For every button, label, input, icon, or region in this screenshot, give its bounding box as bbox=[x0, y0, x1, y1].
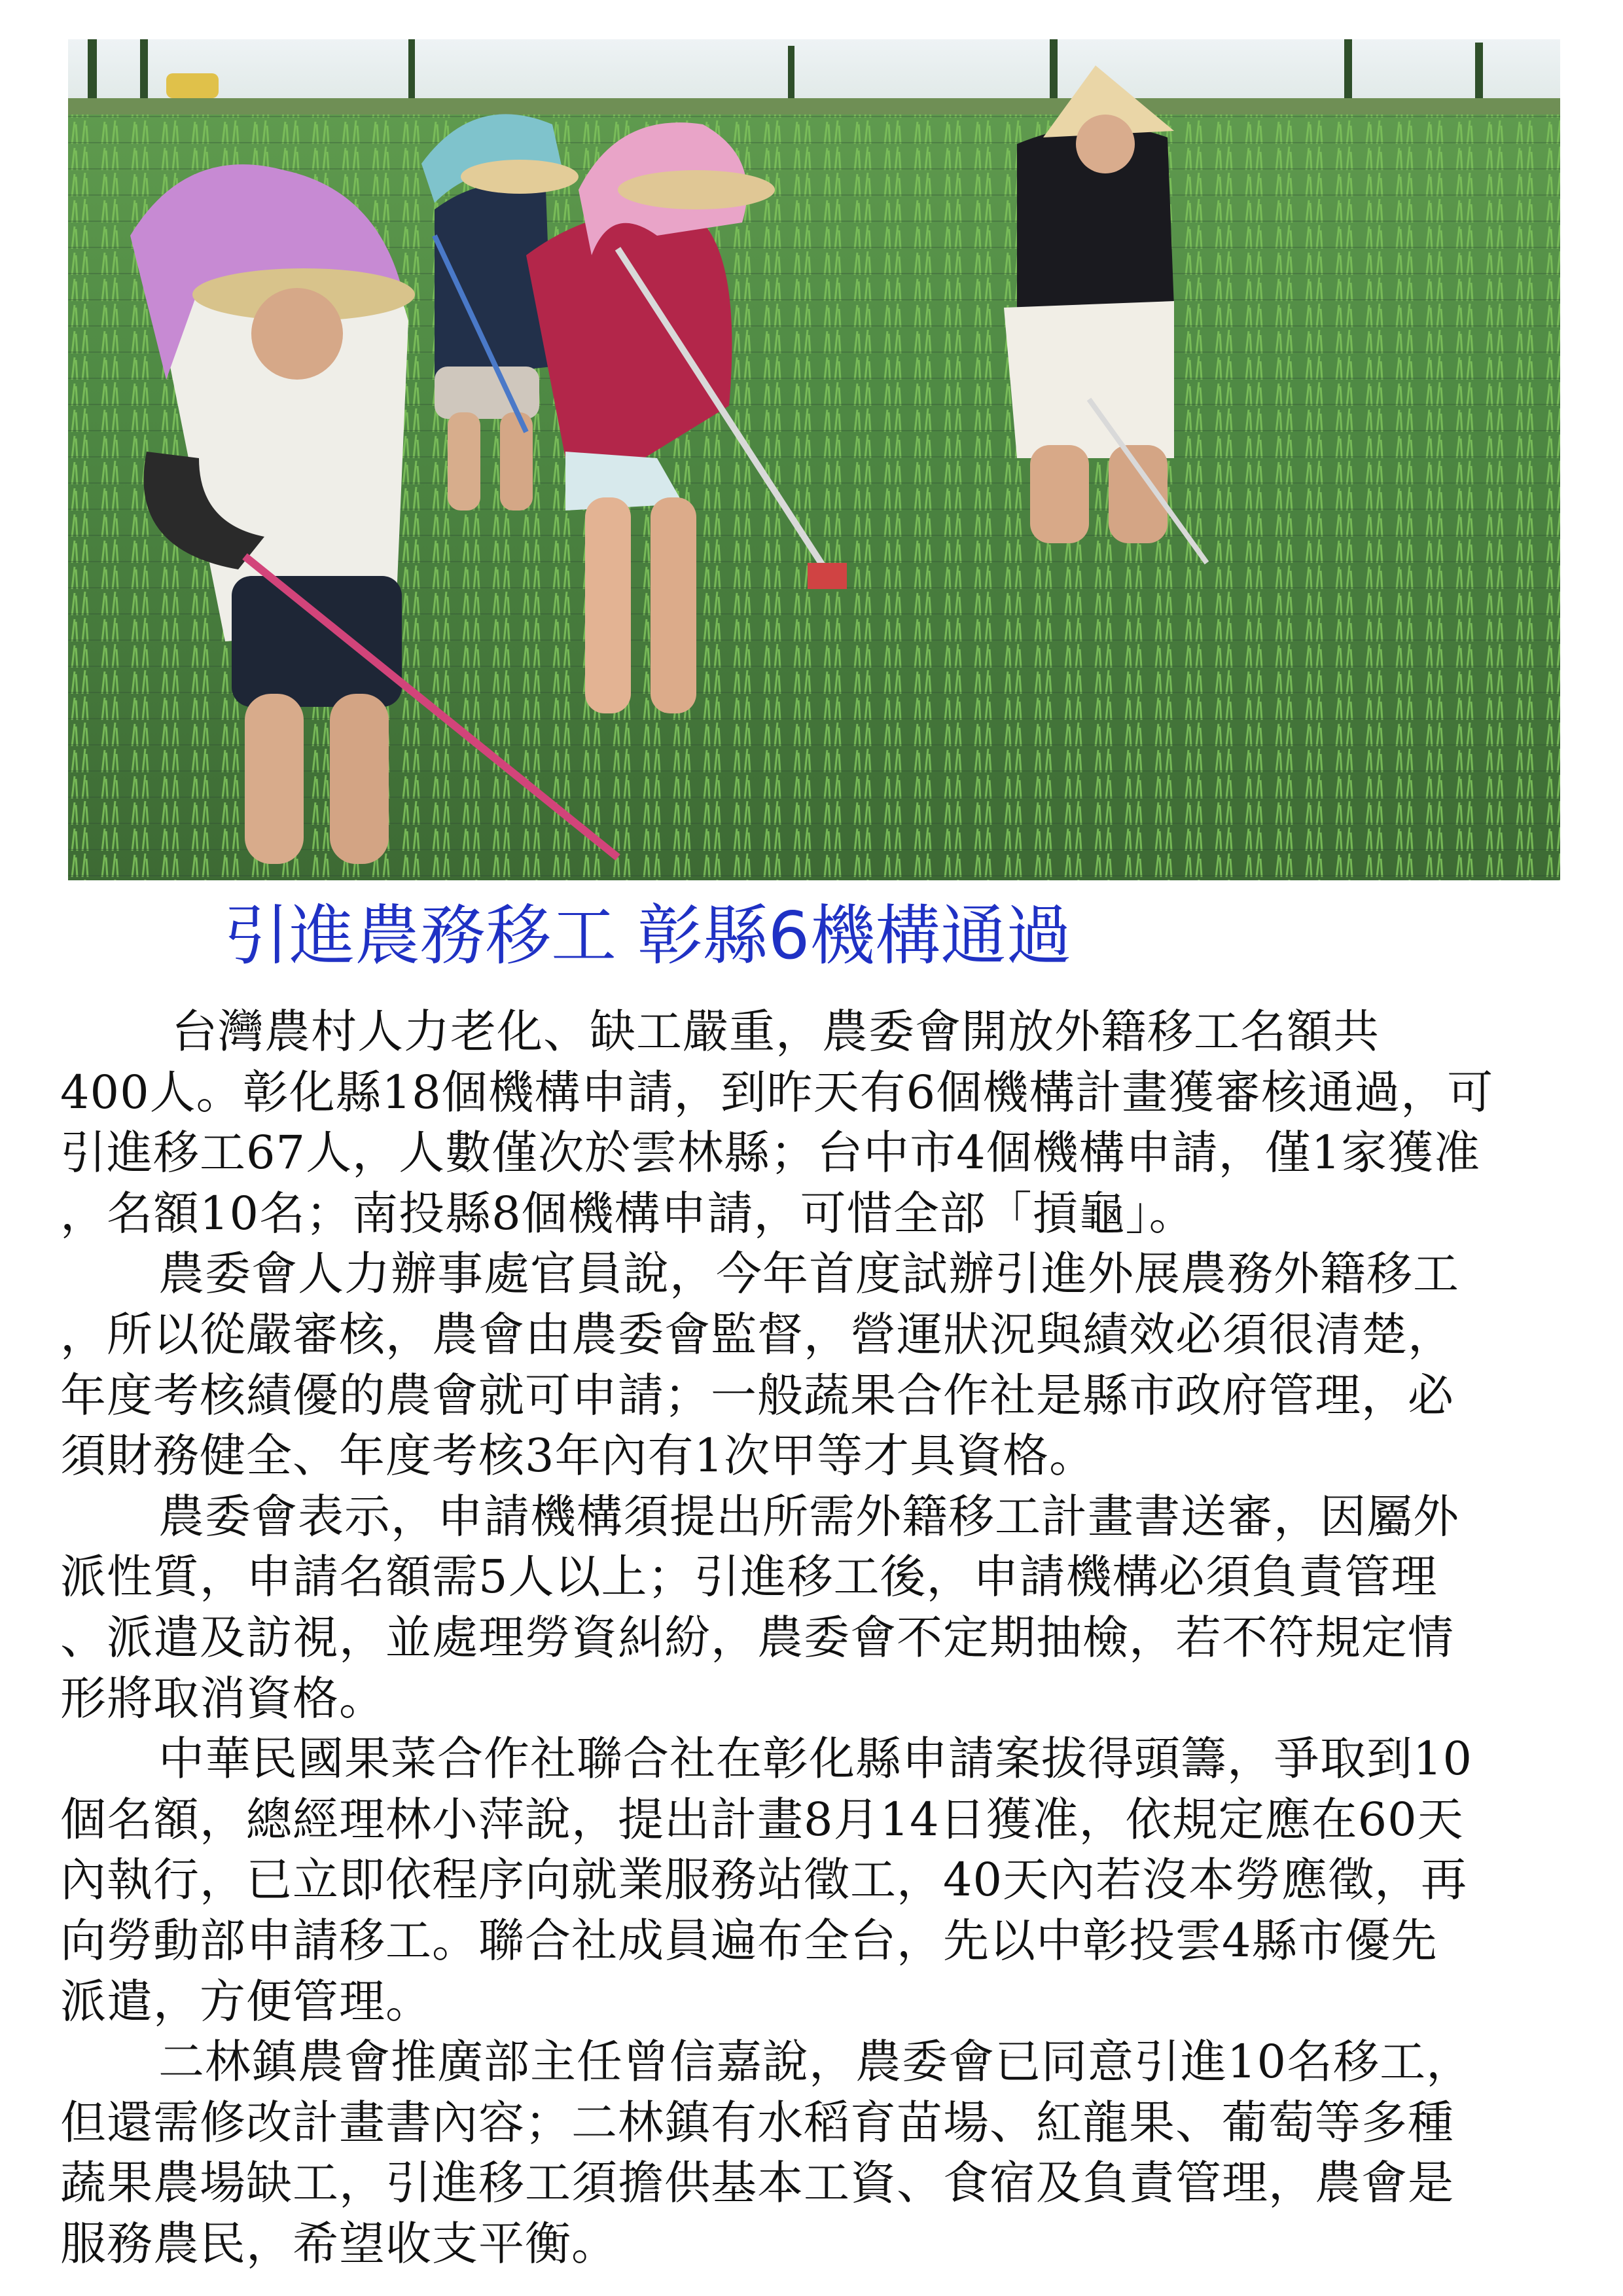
paragraph-line: 、派遣及訪視，並處理勞資糾紛，農委會不定期抽檢，若不符規定情 bbox=[60, 1610, 1454, 1664]
paragraph-line: 但還需修改計畫書內容；二林鎮有水稻育苗場、紅龍果、葡萄等多種 bbox=[60, 2095, 1454, 2149]
paragraph-line: ，所以從嚴審核，農會由農委會監督，營運狀況與績效必須很清楚， bbox=[60, 1307, 1454, 1361]
paragraph-line: 農委會表示，申請機構須提出所需外籍移工計畫書送審，因屬外 bbox=[158, 1489, 1459, 1543]
article-body bbox=[60, 1001, 1565, 2274]
paragraph-line: 須財務健全、年度考核3年內有1次甲等才具資格。 bbox=[60, 1429, 1096, 1483]
rice-paddy-photo bbox=[68, 39, 1560, 880]
paragraph bbox=[60, 1486, 1565, 1729]
paragraph-line: 派性質，申請名額需5人以上；引進移工後，申請機構必須負責管理 bbox=[60, 1550, 1438, 1604]
paragraph-line: 蔬果農場缺工，引進移工須擔供基本工資、食宿及負責管理，農會是 bbox=[60, 2156, 1454, 2210]
paragraph bbox=[60, 1001, 1565, 1244]
paragraph-line: 向勞動部申請移工。聯合社成員遍布全台，先以中彰投雲4縣市優先 bbox=[60, 1913, 1438, 1967]
paragraph-line: 二林鎮農會推廣部主任曾信嘉說，農委會已同意引進10名移工， bbox=[158, 2035, 1473, 2089]
paragraph-line: 台灣農村人力老化、缺工嚴重，農委會開放外籍移工名額共 bbox=[171, 1005, 1380, 1058]
paragraph-line: 中華民國果菜合作社聯合社在彰化縣申請案拔得頭籌，爭取到10 bbox=[158, 1732, 1473, 1786]
paragraph-line: 派遣，方便管理。 bbox=[60, 1974, 432, 2028]
paragraph bbox=[60, 1244, 1565, 1486]
paragraph bbox=[60, 1729, 1565, 2032]
paragraph-line: 內執行，已立即依程序向就業服務站徵工，40天內若沒本勞應徵，再 bbox=[60, 1853, 1468, 1907]
paragraph bbox=[60, 2032, 1565, 2274]
paragraph-line: 形將取消資格。 bbox=[60, 1671, 385, 1725]
paragraph-line: ，名額10名；南投縣8個機構申請，可惜全部「摃龜」。 bbox=[60, 1186, 1196, 1240]
paragraph-line: 年度考核績優的農會就可申請；一般蔬果合作社是縣市政府管理，必 bbox=[60, 1368, 1454, 1422]
paragraph-line: 個名額，總經理林小萍說，提出計畫8月14日獲准，依規定應在60天 bbox=[60, 1792, 1464, 1846]
paragraph-line: 農委會人力辦事處官員說，今年首度試辦引進外展農務外籍移工 bbox=[158, 1247, 1459, 1301]
paragraph-line: 400人。彰化縣18個機構申請，到昨天有6個機構計畫獲審核通過，可 bbox=[60, 1065, 1494, 1119]
headline: 引進農務移工 彰縣6機構通過 bbox=[224, 897, 1072, 974]
news-photo bbox=[68, 39, 1560, 880]
paragraph-line: 引進移工67人，人數僅次於雲林縣；台中市4個機構申請，僅1家獲准 bbox=[60, 1126, 1481, 1180]
paragraph-line: 服務農民，希望收支平衡。 bbox=[60, 2216, 618, 2270]
